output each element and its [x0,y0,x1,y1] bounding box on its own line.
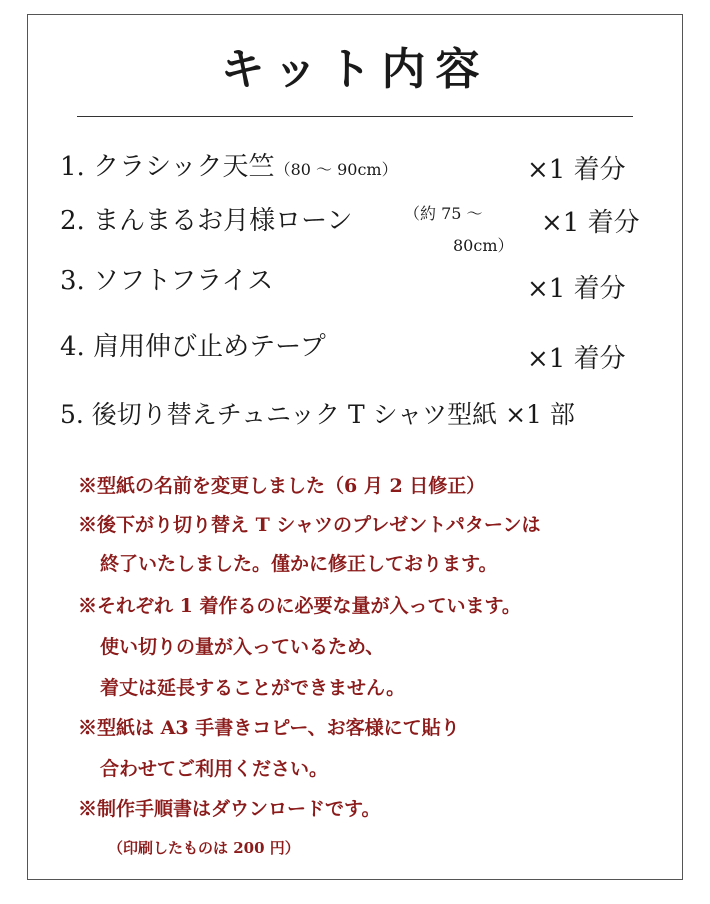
kit-contents-frame [27,14,683,880]
item-1-label: 1. クラシック天竺 [60,152,275,182]
note-quantity: ※それぞれ 1 着作るのに必要な量が入っています。 [78,595,521,617]
item-1-qty: ×1 着分 [527,155,626,185]
item-2-note-line1: （約 75 ～ [404,204,483,223]
item-1-note: （80 ～ 90cm） [274,160,398,179]
note-rename: ※型紙の名前を変更しました（6 月 2 日修正） [78,475,486,497]
item-3-label: 3. ソフトフライス [60,266,274,296]
note-pattern-copy-cont: 合わせてご利用ください。 [100,758,329,780]
note-quantity-cont2: 着丈は延長することができません。 [100,677,406,699]
item-2-qty: ×1 着分 [541,208,640,238]
note-quantity-cont1: 使い切りの量が入っているため、 [100,636,385,658]
item-2-note-line2: 80cm） [453,236,514,255]
page-title: キット内容 [220,44,490,95]
note-instructions: ※制作手順書はダウンロードです。 [78,798,381,820]
note-present-pattern: ※後下がり切り替え T シャツのプレゼントパターンは [78,514,541,536]
note-printed-price: （印刷したものは 200 円） [108,839,300,857]
item-1 [60,150,398,187]
note-pattern-copy: ※型紙は A3 手書きコピー、お客様にて貼り [78,717,460,739]
item-4-qty: ×1 着分 [527,344,626,374]
item-2-label: 2. まんまるお月様ローン [60,206,353,236]
note-present-pattern-cont: 終了いたしました。僅かに修正しております。 [100,553,498,575]
item-4-label: 4. 肩用伸び止めテープ [60,332,326,362]
item-5-label: 5. 後切り替えチュニック T シャツ型紙 ×1 部 [60,400,575,429]
item-3-qty: ×1 着分 [527,274,626,304]
title-divider [77,116,633,117]
